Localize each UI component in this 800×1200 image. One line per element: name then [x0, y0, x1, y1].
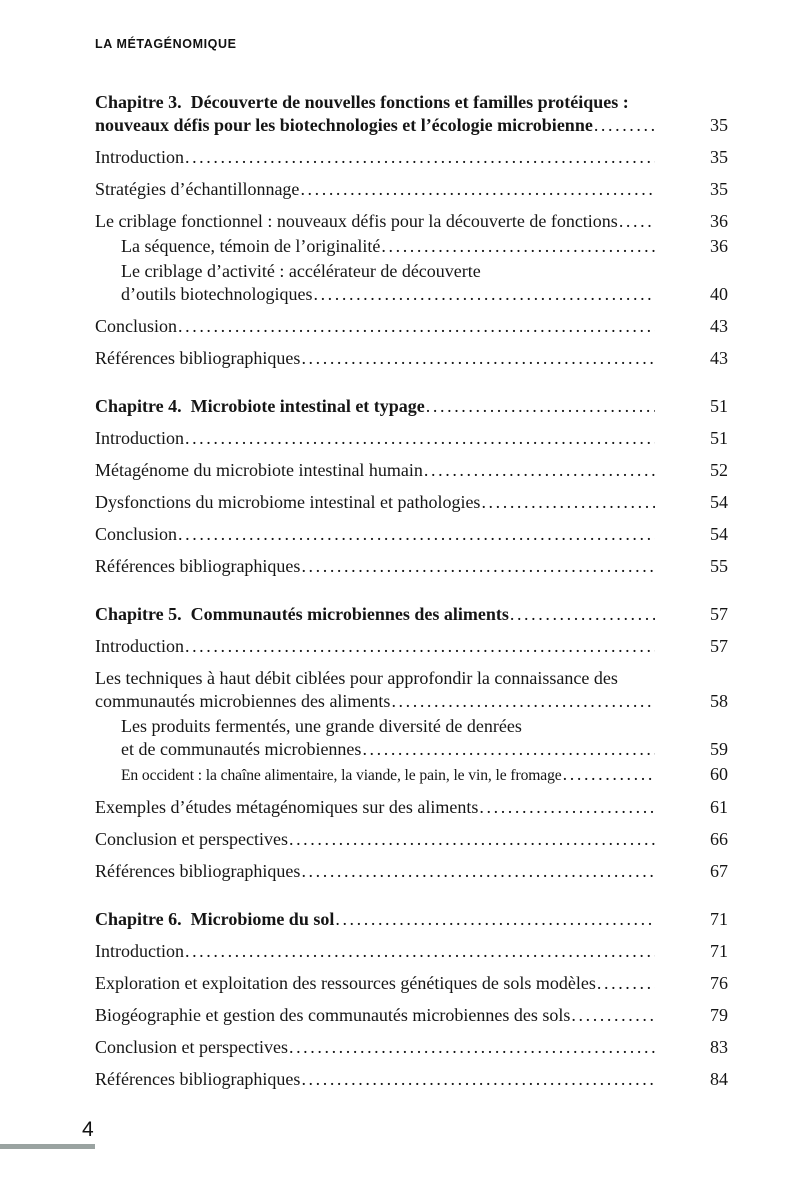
dot-leader [618, 210, 655, 233]
page-number: 71 [710, 909, 728, 929]
toc-entry [95, 1004, 728, 1027]
toc-section-chapitre-6 [95, 908, 728, 1091]
page-number: 61 [710, 797, 728, 817]
toc-entry-title: En occident : la chaîne alimentaire, la viande, le pain, le vin, le fromage [121, 767, 562, 784]
toc-entry [95, 796, 728, 819]
toc-entry [95, 667, 728, 713]
toc-entry [95, 315, 728, 338]
dot-leader [480, 491, 655, 514]
chapter-heading-title: Chapitre 5. Communautés microbiennes des aliments [95, 604, 509, 624]
dot-leader [380, 235, 655, 258]
toc-entry [95, 828, 728, 851]
page-number: 36 [710, 236, 728, 256]
toc-entry-title: Dysfonctions du microbiome intestinal et pathologies [95, 492, 481, 512]
toc-entry-title: Conclusion [95, 524, 178, 544]
dot-leader [509, 603, 655, 626]
dot-leader [562, 763, 655, 786]
toc-entry [95, 459, 728, 482]
dot-leader [596, 972, 655, 995]
page-number: 35 [710, 115, 728, 135]
folio-page-number: 4 [82, 1118, 94, 1141]
toc-entry [95, 555, 728, 578]
toc-entry [95, 210, 728, 233]
toc-entry-title: Métagénome du microbiote intestinal humain [95, 460, 423, 480]
page-number: 57 [710, 636, 728, 656]
toc-entry-title: Références bibliographiques [95, 861, 301, 881]
dot-leader [184, 427, 655, 450]
dot-leader [177, 523, 655, 546]
page-number: 43 [710, 348, 728, 368]
page-number: 60 [710, 764, 728, 784]
toc-entry-title: Introduction [95, 636, 184, 656]
toc-subentry [95, 715, 728, 761]
page-number: 79 [710, 1005, 728, 1025]
toc-entry [95, 523, 728, 546]
page-number: 58 [710, 691, 728, 711]
chapter-heading [95, 395, 728, 418]
toc-entry [95, 178, 728, 201]
dot-leader [390, 690, 655, 713]
toc-entry-title: Conclusion et perspectives [95, 829, 288, 849]
toc-entry-title: Biogéographie et gestion des communautés microbiennes des sols [95, 1005, 571, 1025]
toc-entry [95, 1036, 728, 1059]
page-number: 67 [710, 861, 728, 881]
dot-leader [184, 146, 655, 169]
chapter-heading [95, 603, 728, 626]
toc-entry-title: Le criblage fonctionnel : nouveaux défis pour la découverte de fonctions [95, 211, 618, 231]
table-of-contents [95, 91, 728, 1091]
page-number: 35 [710, 147, 728, 167]
dot-leader [300, 1068, 655, 1091]
dot-leader [299, 178, 655, 201]
toc-entry-title-line1: Les techniques à haut débit ciblées pour approfondir la connaissance des [95, 668, 618, 688]
page-number: 66 [710, 829, 728, 849]
toc-entry-title: Références bibliographiques [95, 556, 301, 576]
chapter-heading-title: Chapitre 6. Microbiome du sol [95, 909, 335, 929]
toc-entry [95, 940, 728, 963]
toc-entry-title-line2: et de communautés microbiennes [121, 739, 362, 759]
toc-entry [95, 1068, 728, 1091]
page-number: 55 [710, 556, 728, 576]
toc-entry-title: Exploration et exploitation des ressources génétiques de sols modèles [95, 973, 596, 993]
footer-rule [0, 1144, 95, 1149]
toc-subentry [95, 763, 728, 787]
page-number: 43 [710, 316, 728, 336]
toc-section-chapitre-3 [95, 91, 728, 370]
dot-leader [361, 738, 655, 761]
dot-leader [288, 1036, 655, 1059]
page-number: 54 [710, 492, 728, 512]
dot-leader [478, 796, 655, 819]
toc-entry-title-line2: communautés microbiennes des aliments [95, 691, 391, 711]
page-number: 71 [710, 941, 728, 961]
toc-entry-title-line1: Le criblage d’activité : accélérateur de découverte [121, 261, 481, 281]
page-number: 36 [710, 211, 728, 231]
page-number: 76 [710, 973, 728, 993]
page-number: 83 [710, 1037, 728, 1057]
dot-leader [300, 860, 655, 883]
dot-leader [184, 940, 655, 963]
toc-entry-title: Introduction [95, 428, 184, 448]
toc-subentry [95, 235, 728, 258]
chapter-heading-title: Chapitre 4. Microbiote intestinal et typage [95, 396, 425, 416]
toc-entry-title: Stratégies d’échantillonnage [95, 179, 300, 199]
page-number: 59 [710, 739, 728, 759]
dot-leader [423, 459, 655, 482]
page-number: 84 [710, 1069, 728, 1089]
page-number: 35 [710, 179, 728, 199]
toc-entry-title: Conclusion et perspectives [95, 1037, 288, 1057]
toc-entry [95, 347, 728, 370]
toc-entry [95, 146, 728, 169]
toc-section-chapitre-4 [95, 395, 728, 578]
dot-leader [177, 315, 655, 338]
toc-entry-title: Introduction [95, 147, 184, 167]
toc-entry-title: Références bibliographiques [95, 1069, 301, 1089]
dot-leader [300, 347, 655, 370]
toc-entry-title: Exemples d’études métagénomiques sur des aliments [95, 797, 479, 817]
dot-leader [593, 114, 655, 137]
page-number: 54 [710, 524, 728, 544]
toc-entry-title-line1: Les produits fermentés, une grande diversité de denrées [121, 716, 522, 736]
toc-entry-title-line2: d’outils biotechnologiques [121, 284, 313, 304]
toc-entry [95, 972, 728, 995]
toc-entry [95, 491, 728, 514]
dot-leader [570, 1004, 655, 1027]
page-number: 52 [710, 460, 728, 480]
toc-subentry [95, 260, 728, 306]
dot-leader [184, 635, 655, 658]
running-header: LA MÉTAGÉNOMIQUE [95, 37, 237, 51]
dot-leader [312, 283, 655, 306]
toc-section-chapitre-5 [95, 603, 728, 883]
dot-leader [300, 555, 655, 578]
toc-entry-title: La séquence, témoin de l’originalité [121, 236, 381, 256]
page-number: 57 [710, 604, 728, 624]
chapter-heading [95, 91, 728, 137]
toc-entry-title: Références bibliographiques [95, 348, 301, 368]
page-number: 40 [710, 284, 728, 304]
page-number: 51 [710, 396, 728, 416]
toc-entry-title: Conclusion [95, 316, 178, 336]
chapter-heading-line1: Chapitre 3. Découverte de nouvelles fonctions et familles protéiques : [95, 92, 629, 112]
dot-leader [288, 828, 655, 851]
dot-leader [334, 908, 655, 931]
page-number: 51 [710, 428, 728, 448]
dot-leader [425, 395, 655, 418]
toc-entry [95, 427, 728, 450]
toc-entry [95, 635, 728, 658]
toc-entry-title: Introduction [95, 941, 184, 961]
toc-entry [95, 860, 728, 883]
chapter-heading-line2: nouveaux défis pour les biotechnologies et l’écologie microbienne [95, 115, 593, 135]
chapter-heading [95, 908, 728, 931]
